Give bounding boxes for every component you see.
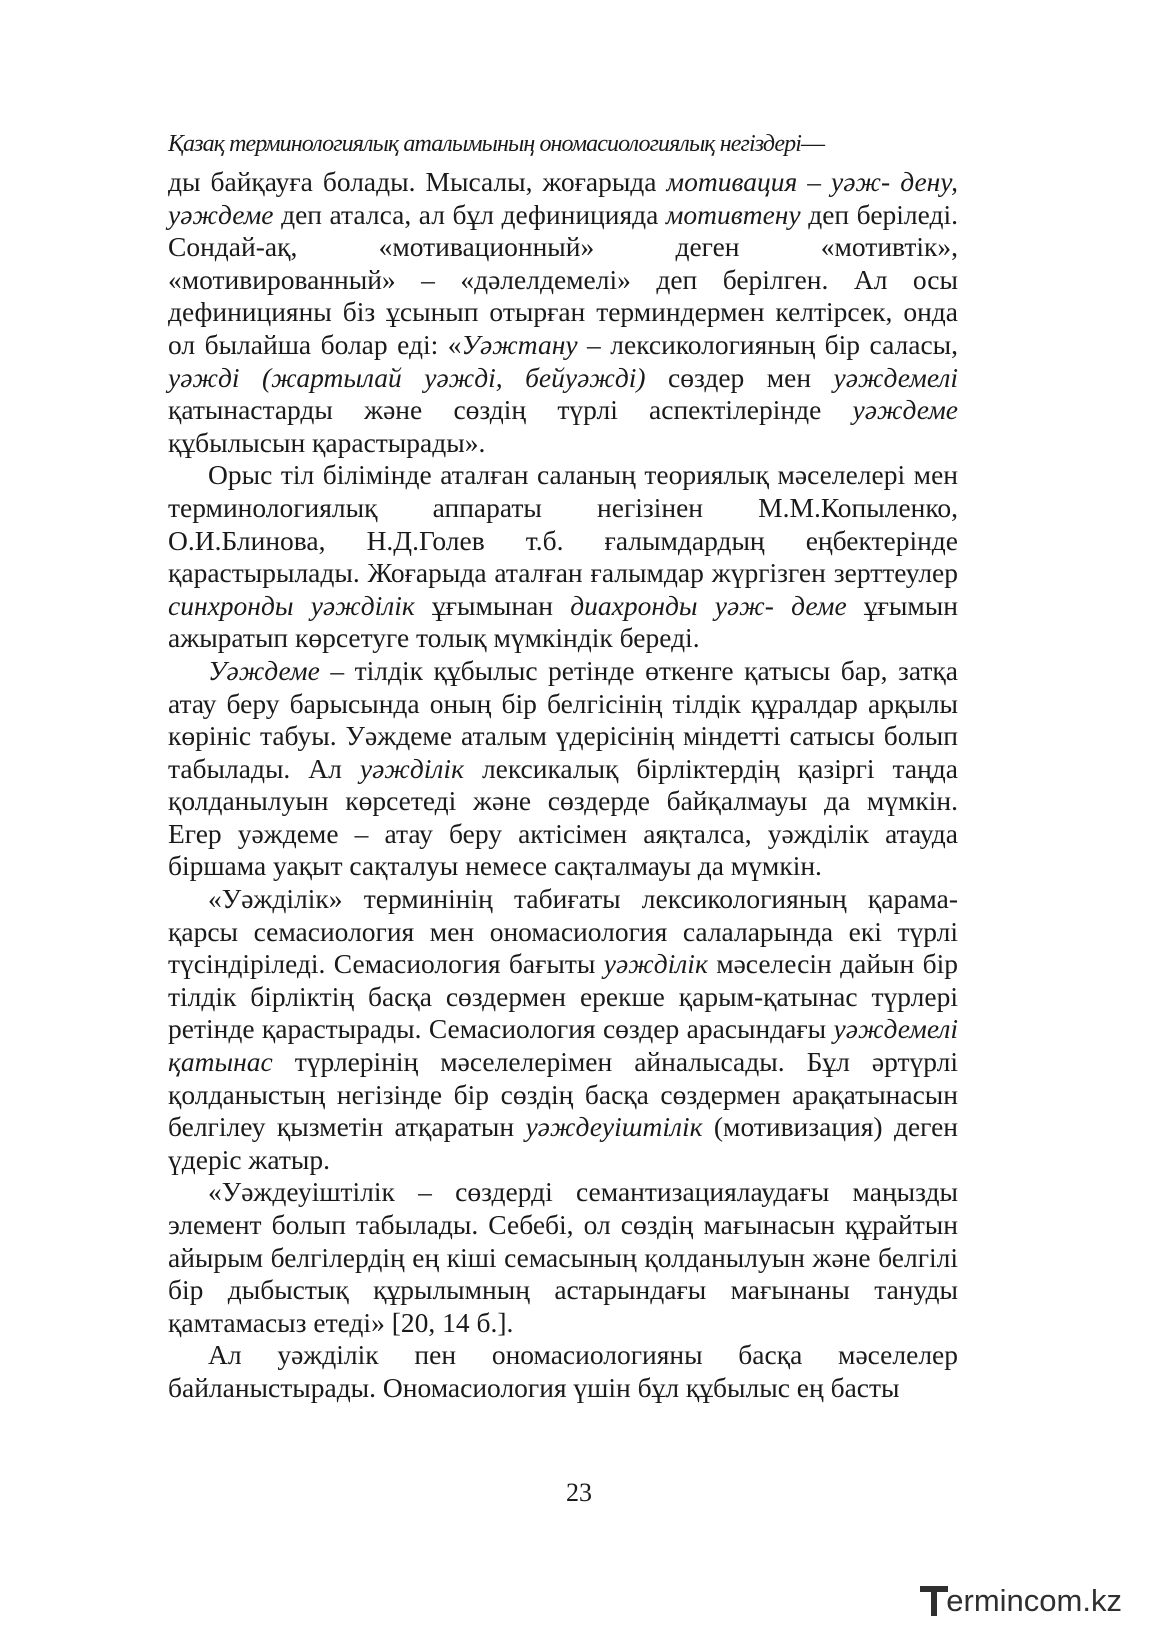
paragraph: Уәждеме – тілдік құбылыс ретінде өткенге қатысы бар, затқа атау беру барысында оның бір белгісінің тілдік құралдар арқылы көрініс табуы. Уәждеме аталым үдерісінің міндетті сатысы болып табылады. Ал уәжділік лексикалық бірліктердің қазіргі таңда қолданылуын көрсетеді және сөздерде байқалмауы да мүмкін. Егер уәждеме – атау беру актісімен аяқталса, уәжділік атауда біршама уақыт сақталуы немесе сақталмауы да мүмкін. bbox=[168, 654, 958, 882]
italic-term: уәждемелі bbox=[833, 361, 958, 393]
italic-term: уәждеуіштілік bbox=[525, 1111, 703, 1143]
italic-term: уәждеме bbox=[852, 394, 958, 426]
italic-term: уәжді (жартылай уәжді, бейуәжді) bbox=[168, 361, 646, 393]
paragraph: «Уәжділік» терминінің табиғаты лексикологияның қарама-қарсы семасиология мен ономасиология салаларында екі түрлі түсіндіріледі. Семасиология бағыты уәжділік мәселесін дайын бір тілдік бірліктің басқа сөздермен ерекше қарым-қатынас түрлері ретінде қарастырады. Семасиология сөздер арасындағы уәждемелі қатынас түрлерінің мәселелерімен айналысады. Бұл әртүрлі қолданыстың негізінде бір сөздің басқа сөздермен арақатынасын белгілеу қызметін атқаратын уәждеуіштілік (мотивизация) деген үдеріс жатыр. bbox=[168, 883, 958, 1175]
site-watermark-logo bbox=[920, 1580, 1122, 1622]
italic-term: уәжділік bbox=[359, 752, 464, 784]
italic-term: синхронды уәжділік bbox=[168, 589, 415, 621]
body-text bbox=[168, 166, 958, 1405]
paragraph: Ал уәжділік пен ономасиологияны басқа мәселелер байланыстырады. Ономасиология үшін бұл құбылыс ең басты bbox=[168, 1339, 958, 1403]
logo-t-glyph-icon bbox=[920, 1584, 948, 1618]
italic-term: уәжділік bbox=[603, 948, 708, 980]
paragraph: Орыс тіл білімінде аталған саланың теориялық мәселелері мен терминологиялық аппараты негізінен М.М.Копыленко, О.И.Блинова, Н.Д.Голев т.б. ғалымдардың еңбектерінде қарастырылады. Жоғарыда аталған ғалымдар жүргізген зерттеулер синхронды уәжділік ұғымынан диахронды уәж- деме ұғымын ажыратып көрсетуге толық мүмкіндік береді. bbox=[168, 459, 958, 654]
logo-text-main: ermincom bbox=[946, 1583, 1083, 1618]
italic-term: Уәжтану bbox=[461, 328, 578, 360]
paragraph: «Уәждеуіштілік – сөздерді семантизациялаудағы маңызды элемент болып табылады. Себебі, ол сөздің мағынасын құрайтын айырым белгілердің ең кіші семасының қолданылуын және белгілі бір дыбыстық құрылымның астарындағы мағынаны тануды қамтамасыз етеді» [20, 14 б.]. bbox=[168, 1176, 958, 1338]
italic-term: дену, уәждеме bbox=[168, 166, 959, 230]
italic-term: уәждемелі қатынас bbox=[168, 1013, 958, 1078]
logo-text-tld: .kz bbox=[1082, 1583, 1122, 1618]
italic-term: диахронды уәж- bbox=[570, 589, 774, 621]
running-head-title: Қазақ терминологиялық аталымының ономасиологиялық негіздері bbox=[168, 131, 802, 157]
italic-term: мотивация – уәж- bbox=[666, 166, 891, 197]
page-number: 23 bbox=[566, 1478, 592, 1507]
running-head bbox=[168, 127, 958, 161]
italic-term: деме bbox=[791, 589, 847, 621]
running-head-dash: — bbox=[801, 131, 825, 157]
italic-term: Уәждеме bbox=[208, 654, 320, 686]
paragraph: ды байқауға болады. Мысалы, жоғарыда мотивация – уәж- дену, уәждеме деп аталса, ал бұл дефиницияда мотивтену деп беріледі. Сондай-ақ, «мотивационный» деген «мотивтік», «мотивированный» – «дәлелдемелі» деп берілген. Ал осы дефиницияны біз ұсынып отырған терминдермен келтірсек, онда ол былайша болар еді: «Уәжтану – лексикологияның бір саласы, уәжді (жартылай уәжді, бейуәжді) сөздер мен уәждемелі қатынастарды және сөздің түрлі аспектілерінде уәждеме құбылысын қарастырады». bbox=[168, 166, 959, 458]
italic-term: мотивтену bbox=[665, 198, 801, 230]
